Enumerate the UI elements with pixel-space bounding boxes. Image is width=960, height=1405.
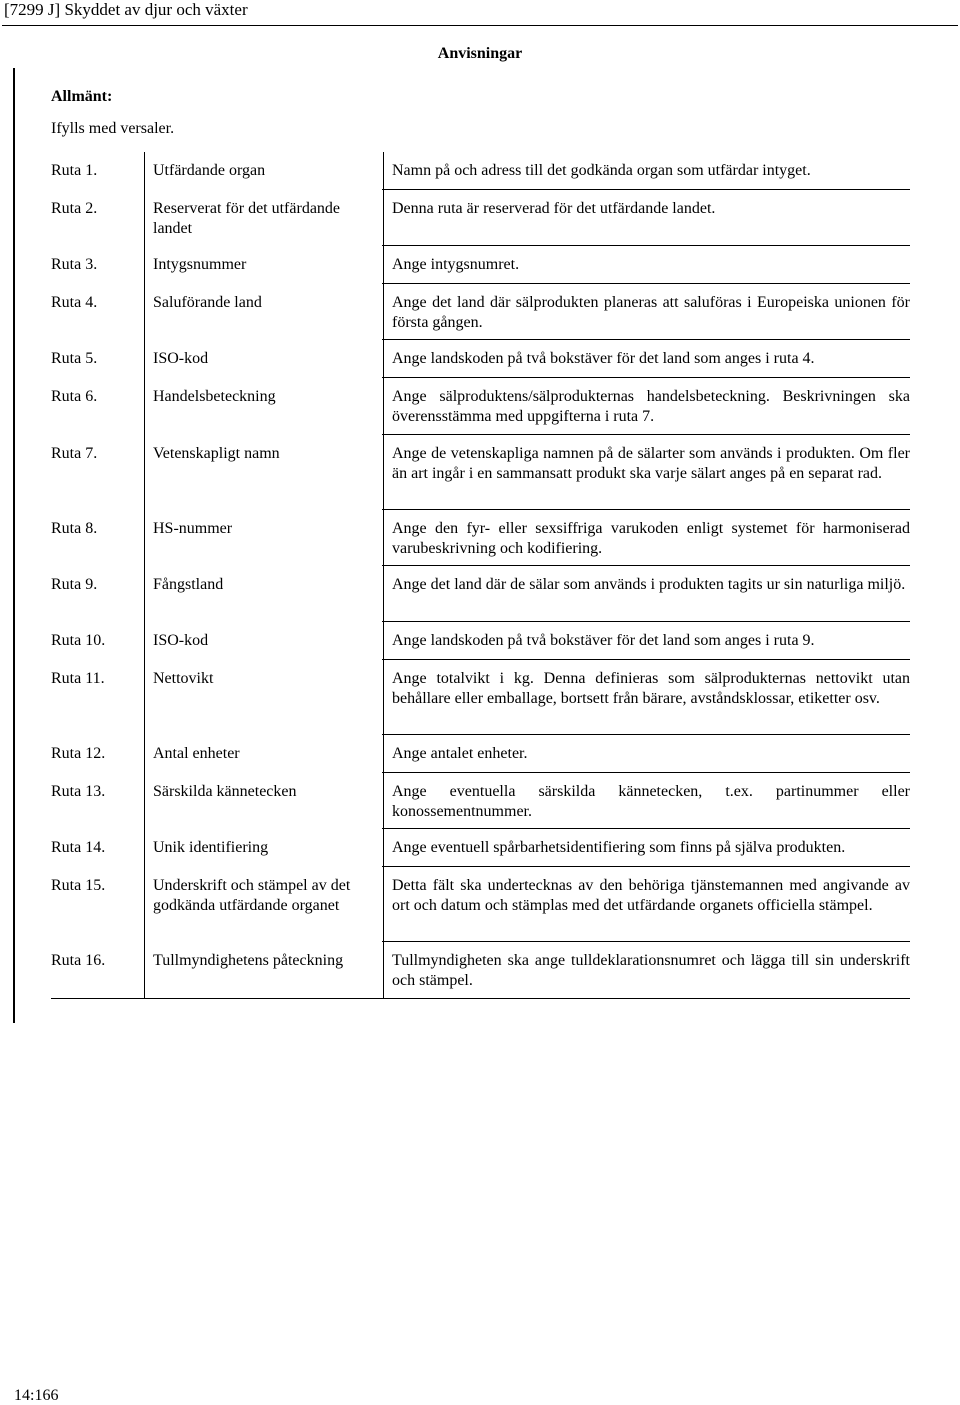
- table-row: [51, 773, 910, 829]
- row-description: Tullmyndigheten ska ange tulldeklarationsnumret och lägga till sin underskrift och stämpel.: [392, 952, 910, 990]
- row-description: Ange de vetenskapliga namnen på de sälarter som används i produkten. Om fler än art ingår i en sammansatt produkt ska varje sälart anges på en separat rad.: [392, 444, 910, 482]
- row-label: ISO-kod: [153, 632, 209, 650]
- row-number: Ruta 5.: [51, 350, 98, 368]
- table-row: [51, 566, 910, 622]
- row-number: Ruta 7.: [51, 444, 98, 462]
- row-label: Fångstland: [153, 575, 224, 593]
- table-row: [51, 622, 910, 660]
- row-label: Reserverat för det utfärdande landet: [153, 199, 341, 237]
- row-number: Ruta 15.: [51, 877, 106, 895]
- row-description: Ange landskoden på två bokstäver för det land som anges i ruta 4.: [392, 350, 815, 368]
- row-label: Nettovikt: [153, 670, 214, 688]
- row-number: Ruta 3.: [51, 256, 98, 274]
- row-description: Ange sälproduktens/sälprodukternas handelsbeteckning. Beskrivningen ska överensstämma med uppgifterna i ruta 7.: [392, 388, 910, 426]
- table-row: [51, 435, 910, 510]
- row-label: Handelsbeteckning: [153, 388, 276, 406]
- section-title: Anvisningar: [437, 45, 523, 62]
- row-number: Ruta 14.: [51, 839, 106, 857]
- row-number: Ruta 2.: [51, 199, 98, 217]
- row-label: Intygsnummer: [153, 256, 247, 274]
- table-row: [51, 867, 910, 942]
- table-row: [51, 942, 910, 998]
- row-label: Saluförande land: [153, 293, 262, 311]
- table-row: [51, 510, 910, 566]
- row-label: Antal enheter: [153, 745, 240, 763]
- row-description: Ange landskoden på två bokstäver för det land som anges i ruta 9.: [392, 632, 815, 650]
- row-number: Ruta 4.: [51, 293, 98, 311]
- row-description: Ange eventuella särskilda kännetecken, t.ex. partinummer eller konossementnummer.: [392, 782, 910, 820]
- general-text: Ifylls med versaler.: [51, 120, 175, 137]
- row-number: Ruta 13.: [51, 782, 106, 800]
- row-number: Ruta 9.: [51, 575, 98, 593]
- table-row: [51, 152, 910, 190]
- instructions-table: [51, 152, 910, 999]
- row-number: Ruta 1.: [51, 162, 98, 179]
- row-description: Denna ruta är reserverad för det utfärdande landet.: [392, 199, 716, 217]
- row-description: Ange det land där de sälar som används i produkten tagits ur sin naturliga miljö.: [392, 575, 906, 593]
- table-row: [51, 660, 910, 735]
- row-label: ISO-kod: [153, 350, 209, 368]
- margin-change-bar: [13, 68, 15, 1023]
- row-label: Unik identifiering: [153, 839, 269, 857]
- row-description: Ange eventuell spårbarhetsidentifiering som finns på själva produkten.: [392, 839, 846, 857]
- row-label: Vetenskapligt namn: [153, 444, 280, 462]
- table-row: [51, 829, 910, 867]
- row-number: Ruta 12.: [51, 745, 106, 763]
- row-description: Ange det land där sälprodukten planeras att saluföras i Europeiska unionen för första gången.: [392, 293, 910, 331]
- row-number: Ruta 10.: [51, 632, 106, 650]
- row-label: Underskrift och stämpel av det godkända utfärdande organet: [153, 877, 351, 915]
- row-number: Ruta 6.: [51, 388, 98, 406]
- row-description: Ange totalvikt i kg. Denna definieras som sälprodukternas nettovikt utan behållare eller emballage, bortsett från bärare, avståndsklossar, etiketter osv.: [392, 670, 910, 708]
- row-description: Ange den fyr- eller sexsiffriga varukoden enligt systemet för harmoniserad varubeskrivning och kodifiering.: [392, 519, 910, 557]
- table-row: [51, 340, 910, 378]
- row-label: HS-nummer: [153, 519, 233, 537]
- row-number: Ruta 16.: [51, 952, 106, 970]
- header-rule: [2, 25, 958, 26]
- row-number: Ruta 11.: [51, 670, 105, 688]
- row-description: Ange antalet enheter.: [392, 745, 528, 763]
- table-row: [51, 246, 910, 284]
- running-header: [7299 J] Skyddet av djur och växter: [4, 0, 248, 19]
- row-number: Ruta 8.: [51, 519, 98, 537]
- page-number: 14:166: [14, 1387, 59, 1404]
- table-row: [51, 378, 910, 434]
- row-label: Tullmyndighetens påteckning: [153, 952, 344, 970]
- row-description: Ange intygsnumret.: [392, 256, 520, 274]
- table-row: [51, 735, 910, 773]
- row-label: Särskilda kännetecken: [153, 782, 297, 800]
- table-row: [51, 284, 910, 340]
- row-description: Namn på och adress till det godkända organ som utfärdar intyget.: [392, 162, 811, 179]
- row-label: Utfärdande organ: [153, 162, 266, 179]
- table-row: [51, 190, 910, 246]
- row-description: Detta fält ska undertecknas av den behöriga tjänstemannen med angivande av ort och datum och stämplas med det utfärdande organets officiella stämpel.: [392, 877, 910, 915]
- general-heading: Allmänt:: [51, 88, 113, 105]
